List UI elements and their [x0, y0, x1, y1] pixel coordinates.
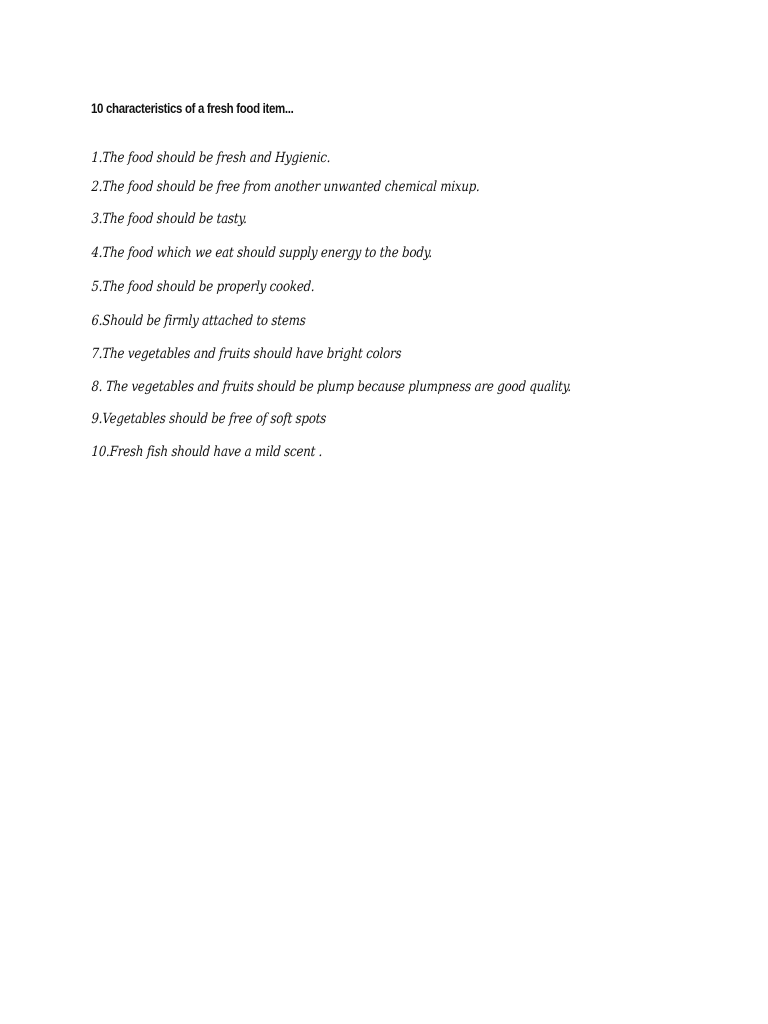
list-item: 2.The food should be free from another unwanted chemical mixup. — [91, 179, 481, 195]
list-item: 3.The food should be tasty. — [91, 211, 248, 227]
list-item: 7.The vegetables and fruits should have bright colors — [91, 346, 402, 362]
list-item: 8. The vegetables and fruits should be plump because plumpness are good quality. — [91, 379, 572, 395]
document-title: 10 characteristics of a fresh food item... — [91, 100, 294, 116]
list-item: 9.Vegetables should be free of soft spots — [91, 411, 327, 427]
list-item: 10.Fresh fish should have a mild scent . — [91, 444, 323, 460]
list-item: 6.Should be firmly attached to stems — [91, 313, 307, 329]
list-item: 1.The food should be fresh and Hygienic. — [91, 150, 331, 166]
list-item: 5.The food should be properly cooked. — [91, 279, 316, 295]
list-item: 4.The food which we eat should supply energy to the body. — [91, 245, 433, 261]
